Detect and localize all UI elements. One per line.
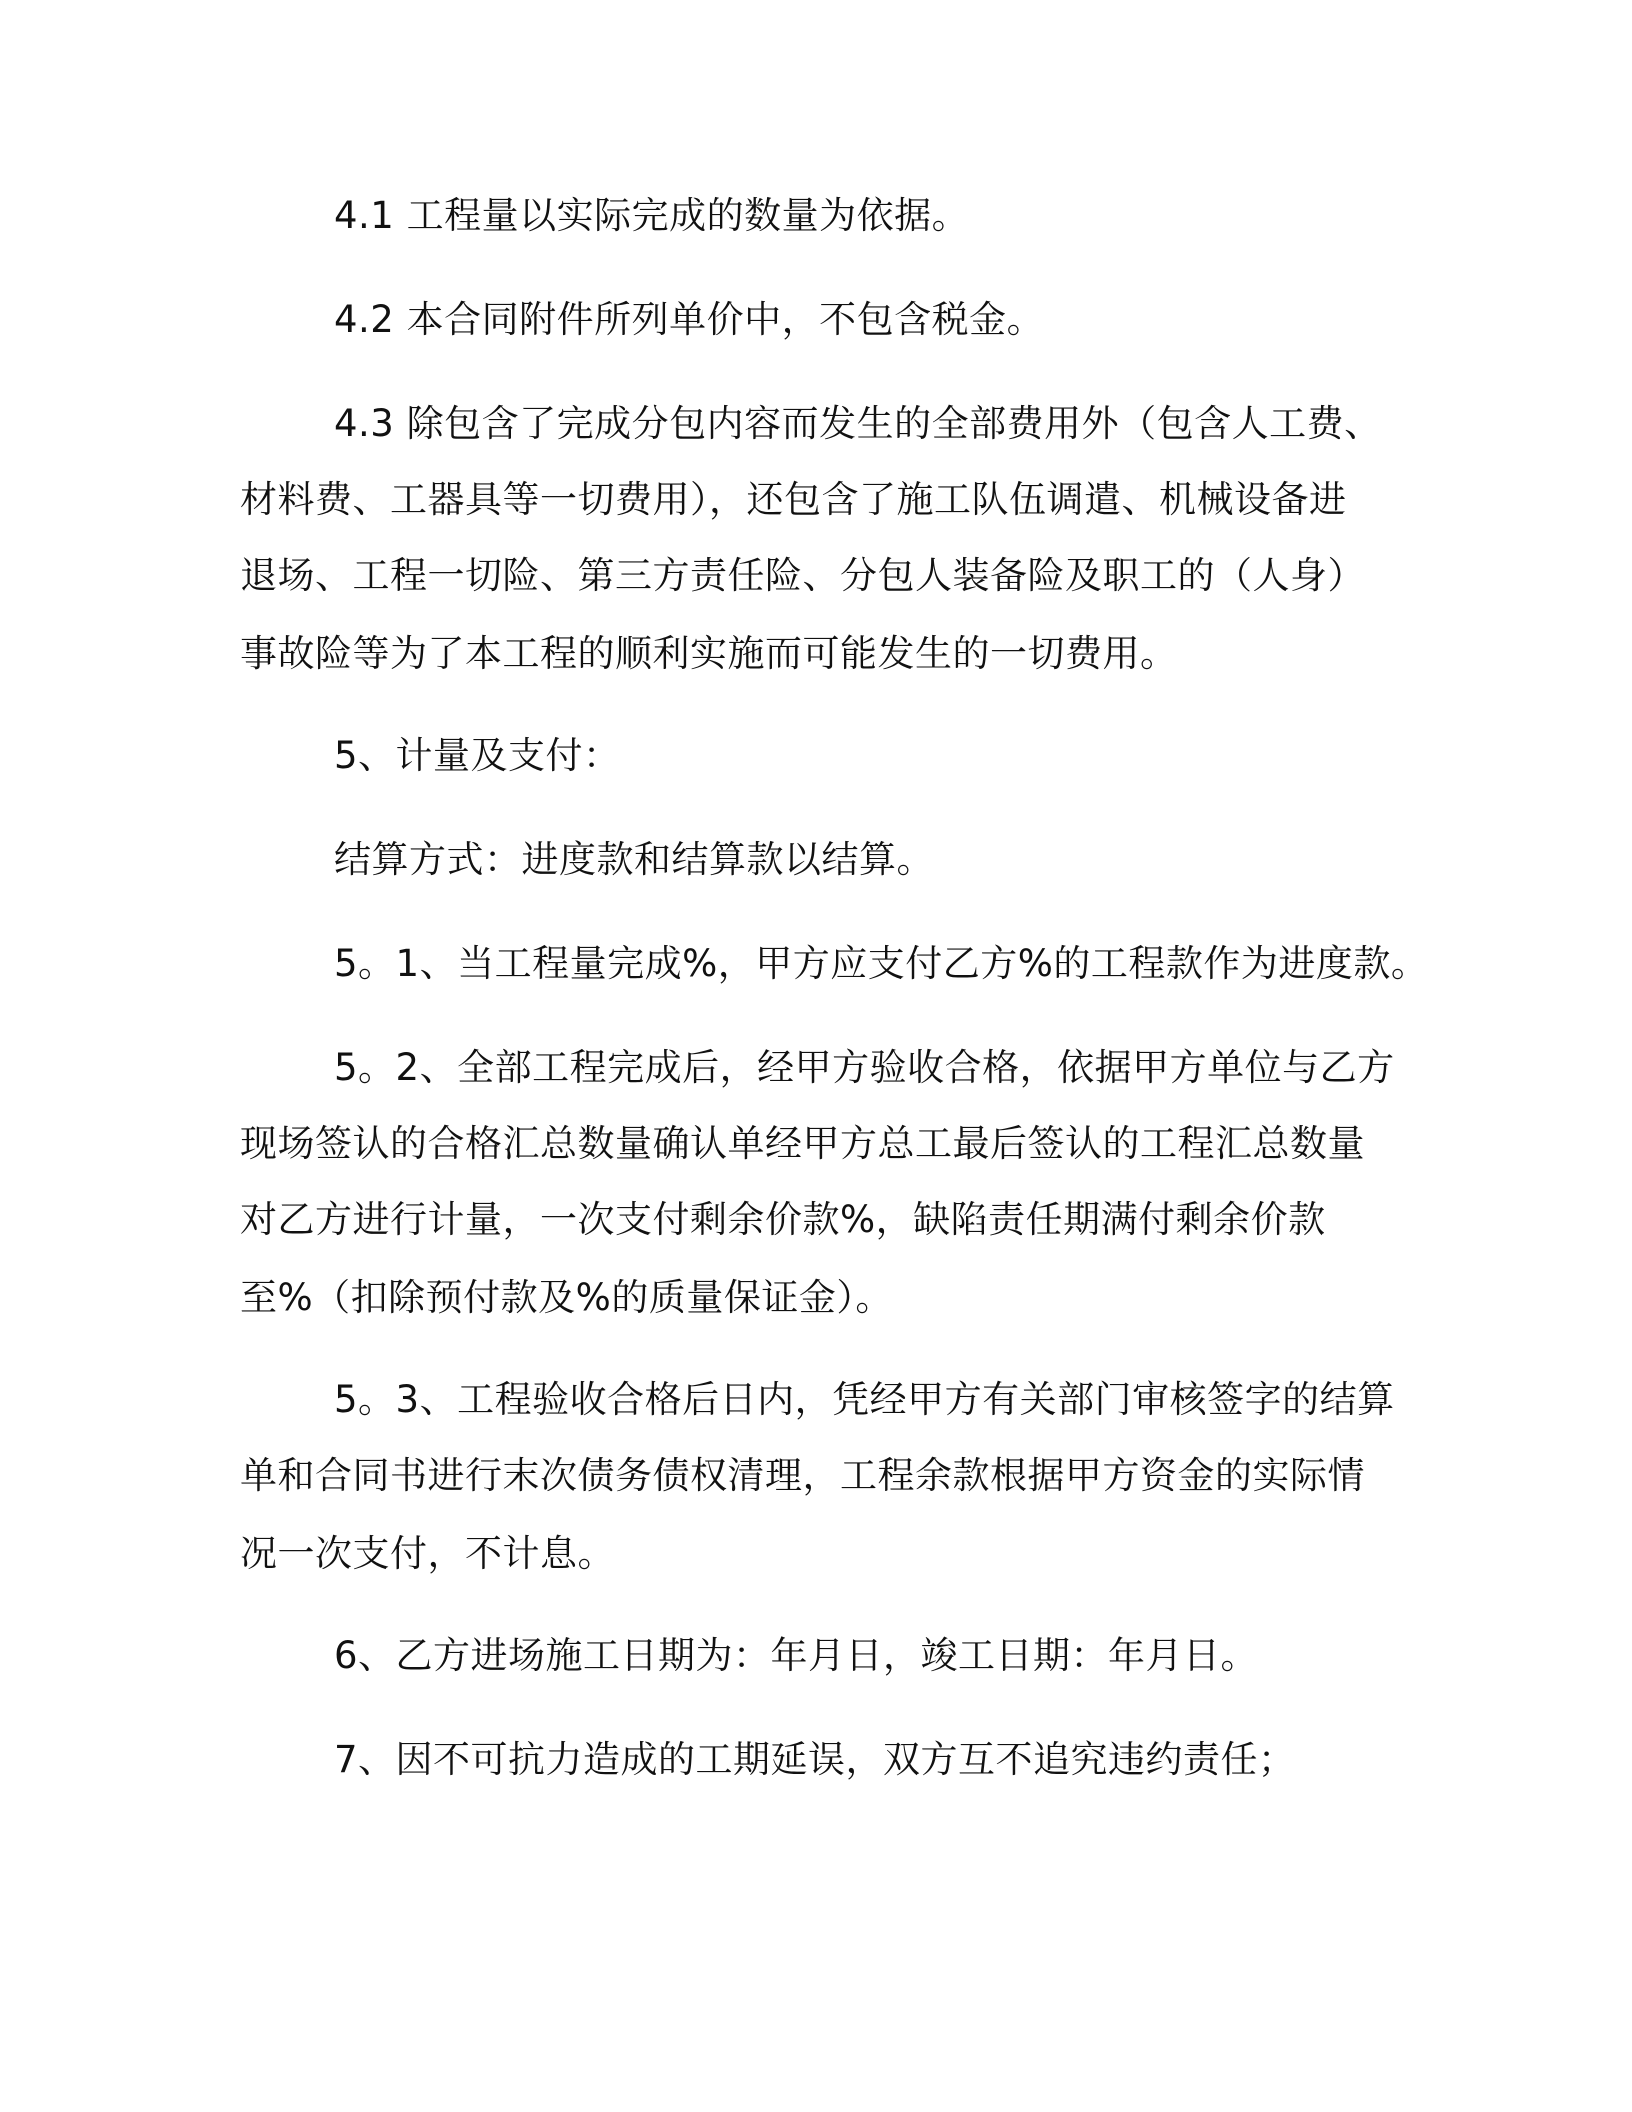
clause-5-2-line-1: 5。2、全部工程完成后，经甲方验收合格，依据甲方单位与乙方 <box>334 1046 1395 1089</box>
clause-4-1: 4.1 工程量以实际完成的数量为依据。 <box>334 194 970 237</box>
section-5-heading: 5、计量及支付： <box>334 734 621 777</box>
settlement-method: 结算方式：进度款和结算款以结算。 <box>334 838 934 881</box>
clause-5-3-line-3: 况一次支付，不计息。 <box>240 1532 615 1575</box>
clause-4-3-line-1: 4.3 除包含了完成分包内容而发生的全部费用外（包含人工费、 <box>334 402 1382 445</box>
clause-5-1: 5。1、当工程量完成%，甲方应支付乙方%的工程款作为进度款。 <box>334 942 1429 985</box>
clause-4-2: 4.2 本合同附件所列单价中，不包含税金。 <box>334 298 1045 341</box>
clause-4-3-line-3: 退场、工程一切险、第三方责任险、分包人装备险及职工的（人身） <box>240 554 1365 597</box>
clause-5-3-line-1: 5。3、工程验收合格后日内，凭经甲方有关部门审核签字的结算 <box>334 1378 1395 1421</box>
clause-4-3-line-2: 材料费、工器具等一切费用），还包含了施工队伍调遣、机械设备进 <box>240 478 1347 521</box>
clause-5-2-line-2: 现场签认的合格汇总数量确认单经甲方总工最后签认的工程汇总数量 <box>240 1122 1365 1165</box>
clause-4-3-line-4: 事故险等为了本工程的顺利实施而可能发生的一切费用。 <box>240 632 1178 675</box>
clause-7: 7、因不可抗力造成的工期延误，双方互不追究违约责任； <box>334 1738 1296 1781</box>
clause-5-2-line-3: 对乙方进行计量，一次支付剩余价款%，缺陷责任期满付剩余价款 <box>240 1198 1326 1241</box>
clause-6: 6、乙方进场施工日期为：年月日，竣工日期：年月日。 <box>334 1634 1259 1677</box>
clause-5-2-line-4: 至%（扣除预付款及%的质量保证金）。 <box>240 1276 893 1319</box>
clause-5-3-line-2: 单和合同书进行末次债务债权清理，工程余款根据甲方资金的实际情 <box>240 1454 1365 1497</box>
